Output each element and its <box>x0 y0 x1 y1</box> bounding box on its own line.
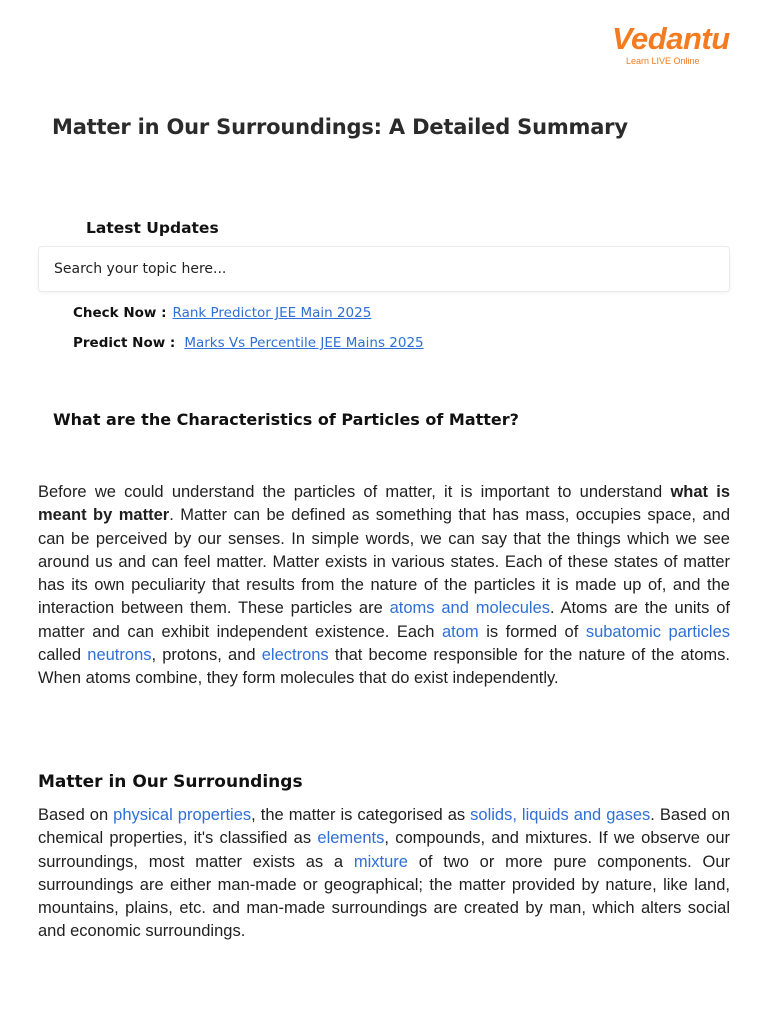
update-item-check-now <box>73 305 371 321</box>
update-label: Check Now : <box>73 305 167 321</box>
paragraph-text: Based on <box>38 806 114 824</box>
physical-properties-link[interactable]: physical properties <box>113 806 252 824</box>
logo-tagline: Learn LIVE Online <box>626 56 700 66</box>
paragraph-characteristics <box>38 481 730 691</box>
paragraph-text: , compounds, and mixtures. If we observe our surroundings, most matter exists as a <box>38 829 731 871</box>
paragraph-text: , the matter is categorised as <box>251 806 471 824</box>
section-heading-characteristics: What are the Characteristics of Particles of Matter? <box>53 410 519 429</box>
latest-updates-heading: Latest Updates <box>86 219 219 237</box>
paragraph-text: . Matter can be defined as something that has mass, occupies space, and can be perceived by our senses. In simple words, we can say that the things which we see around us and can feel matter. Matter exists in various states. Each of these states of matter has its own peculiarity that results from the nature of the particles it is made up of, and the interaction between them. These particles are <box>38 506 730 618</box>
bold-term: what is meant by matter <box>38 483 731 525</box>
mixture-link[interactable]: mixture <box>353 852 408 871</box>
paragraph-text: . Atoms are the units of matter and can exhibit independent existence. Each <box>38 599 730 641</box>
subatomic-particles-link[interactable]: subatomic particles <box>585 622 730 641</box>
atom-link[interactable]: atom <box>442 622 479 641</box>
paragraph-text: that become responsible for the nature of the atoms. When atoms combine, they form molecules that do exist independently. <box>38 646 730 688</box>
update-label: Predict Now : <box>73 335 176 351</box>
update-item-predict-now <box>73 335 424 351</box>
neutrons-link[interactable]: neutrons <box>87 646 152 665</box>
section-heading-matter-in-surroundings: Matter in Our Surroundings <box>38 772 303 792</box>
paragraph-text: of two or more pure components. Our surroundings are either man-made or geographical; the matter provided by nature, like land, mountains, plains, etc. and man-made surroundings are created by man, which alters social and economic surroundings. <box>38 852 730 941</box>
search-input[interactable]: Search your topic here... <box>38 246 730 292</box>
vedantu-logo[interactable] <box>612 21 730 66</box>
page-title: Matter in Our Surroundings: A Detailed Summary <box>52 115 628 139</box>
solids-liquids-gases-link[interactable]: solids, liquids and gases <box>470 806 651 824</box>
atoms-and-molecules-link[interactable]: atoms and molecules <box>389 599 550 618</box>
rank-predictor-link[interactable]: Rank Predictor JEE Main 2025 <box>172 305 372 321</box>
paragraph-matter-in-surroundings <box>38 804 730 944</box>
paragraph-text: Before we could understand the particles of matter, it is important to understand <box>38 483 671 501</box>
paragraph-text: called <box>38 646 88 665</box>
marks-vs-percentile-link[interactable]: Marks Vs Percentile JEE Mains 2025 <box>184 335 424 351</box>
electrons-link[interactable]: electrons <box>261 646 329 665</box>
paragraph-text: is formed of <box>478 622 586 641</box>
paragraph-text: . Based on chemical properties, it's classified as <box>38 806 731 848</box>
paragraph-text: , protons, and <box>151 646 262 665</box>
logo-wordmark: Vedantu <box>612 21 730 56</box>
elements-link[interactable]: elements <box>317 829 385 848</box>
